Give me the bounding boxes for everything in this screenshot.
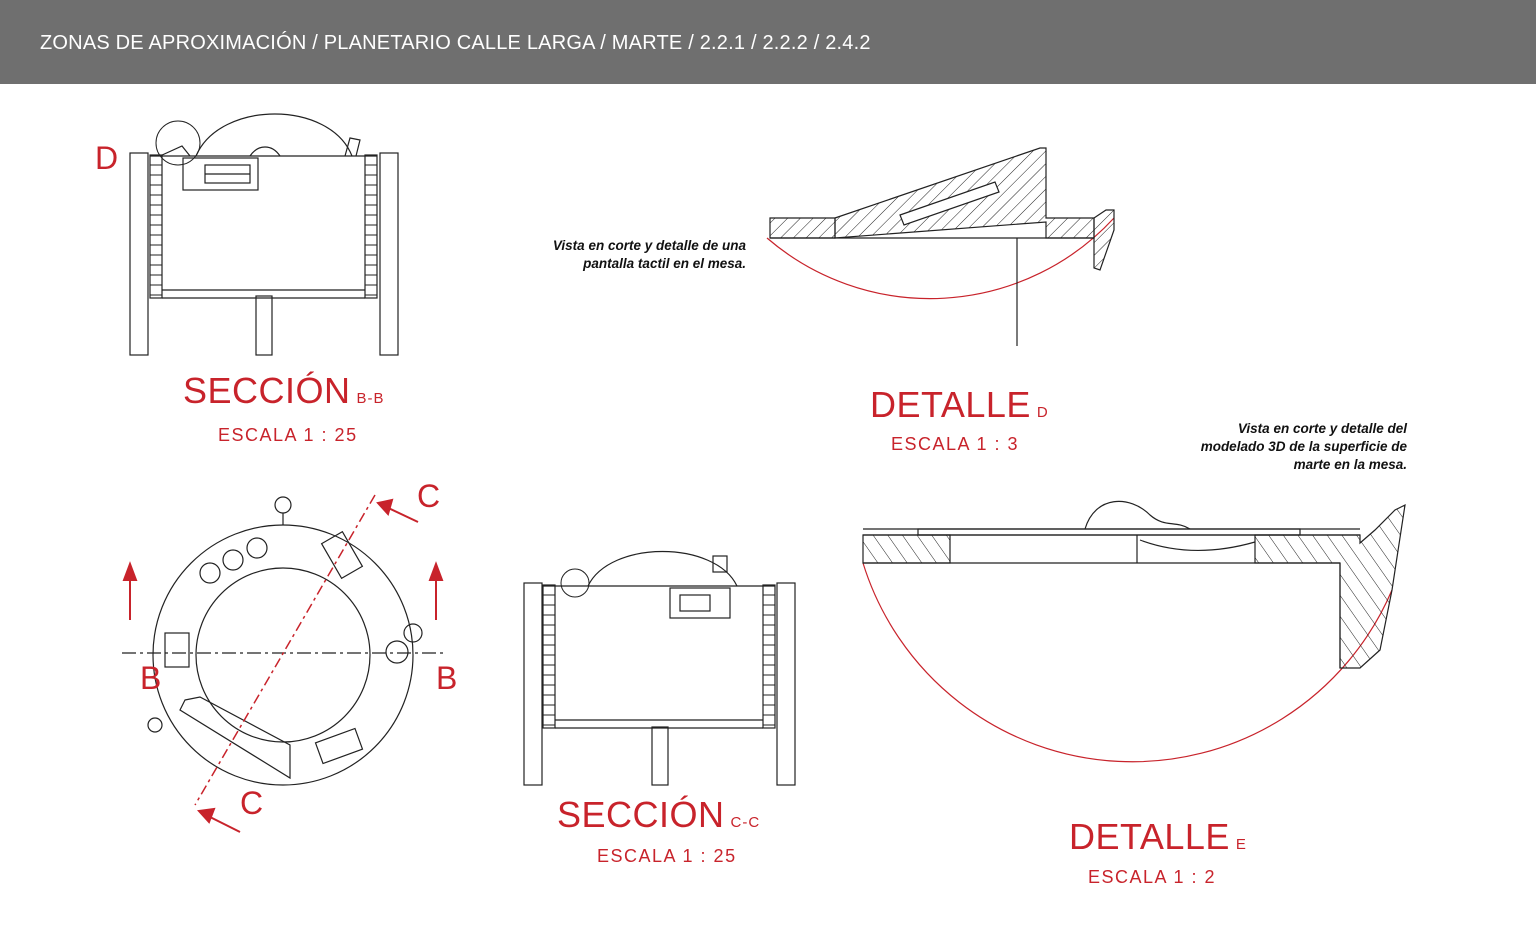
cut-c-top-label: C	[417, 478, 441, 514]
detail-e-title-group	[1069, 816, 1247, 858]
detail-d-title-group	[870, 384, 1049, 426]
cut-c-bottom-label: C	[240, 785, 264, 821]
detail-d-sub: D	[1036, 404, 1049, 421]
section-bb-sub: B-B	[356, 390, 385, 407]
detail-e-scale: ESCALA 1 : 2	[1088, 867, 1217, 887]
cut-b-left-label: B	[140, 660, 162, 696]
detail-e-note-line-1: Vista en corte y detalle del	[1237, 421, 1407, 436]
section-cc-title: SECCIÓN	[557, 794, 725, 835]
detail-e-note-line-2: modelado 3D de la superficie de	[1200, 439, 1407, 454]
detail-d-marker: D	[95, 140, 119, 176]
detail-d-drawing	[767, 148, 1114, 346]
section-bb-scale: ESCALA 1 : 25	[218, 425, 358, 445]
section-cc-drawing	[524, 552, 795, 786]
page-title: ZONAS DE APROXIMACIÓN / PLANETARIO CALLE LARGA / MARTE / 2.2.1 / 2.2.2 / 2.4.2	[40, 32, 871, 54]
detail-e-drawing	[863, 501, 1405, 761]
detail-d-note	[480, 237, 746, 273]
detail-e-note	[1120, 420, 1407, 474]
detail-d-note-line-1: Vista en corte y detalle de una	[552, 238, 746, 253]
section-bb-title: SECCIÓN	[183, 370, 351, 411]
detail-d-note-line-2: pantalla tactil en el mesa.	[583, 256, 746, 271]
plan-view-drawing	[148, 497, 422, 785]
section-cc-sub: C-C	[730, 814, 761, 831]
section-bb-title-group	[183, 370, 385, 412]
section-cc-scale: ESCALA 1 : 25	[597, 846, 737, 866]
cut-b-right-label: B	[436, 660, 458, 696]
detail-e-title: DETALLE	[1069, 816, 1230, 857]
detail-e-note-line-3: marte en la mesa.	[1293, 457, 1407, 472]
detail-e-sub: E	[1235, 836, 1247, 853]
section-cc-title-group	[557, 794, 760, 836]
detail-d-title: DETALLE	[870, 384, 1031, 425]
detail-d-scale: ESCALA 1 : 3	[891, 434, 1020, 454]
section-bb-drawing	[130, 114, 398, 355]
detail-d-callout-circle	[156, 121, 200, 165]
section-arrows	[124, 500, 442, 832]
detail-e-callout-circle	[561, 569, 589, 597]
